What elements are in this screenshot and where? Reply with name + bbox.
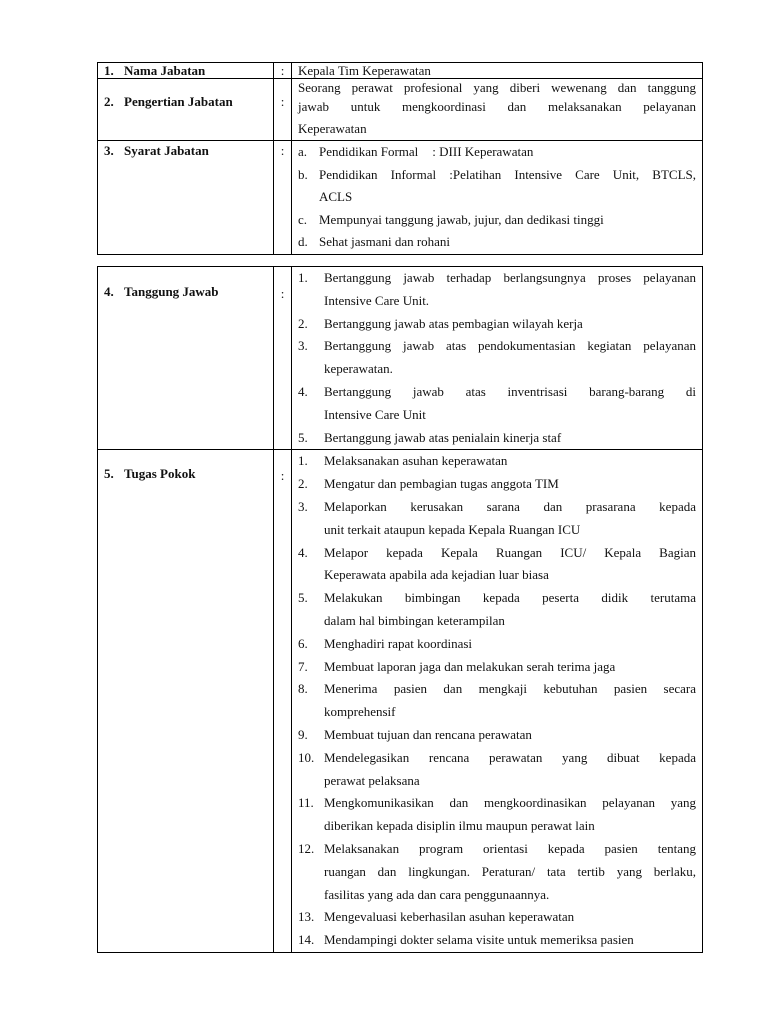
item-marker: c. bbox=[298, 211, 308, 227]
item-line: unit terkait ataupun kepada Kepala Ruangan ICU bbox=[324, 521, 581, 537]
item-line: Membuat laporan jaga dan melakukan serah terima jaga bbox=[324, 658, 616, 674]
row-pengertian-jabatan bbox=[98, 79, 703, 141]
separator-colon: : bbox=[280, 468, 285, 484]
item-line: Melaksanakan asuhan keperawatan bbox=[324, 453, 508, 469]
separator: : bbox=[274, 63, 292, 79]
responsibilities-list bbox=[298, 267, 696, 449]
item-marker: 9. bbox=[298, 726, 308, 742]
item-marker: 11. bbox=[298, 795, 314, 811]
row-label: Tugas Pokok bbox=[124, 466, 196, 482]
list-item bbox=[298, 381, 696, 427]
separator bbox=[274, 267, 292, 450]
item-line: Melapor kepada Kepala Ruangan ICU/ Kepala Bagian bbox=[324, 544, 696, 560]
list-item bbox=[298, 473, 696, 496]
item-marker: a. bbox=[298, 144, 308, 159]
list-item bbox=[298, 427, 696, 450]
list-item bbox=[298, 792, 696, 838]
item-line: Intensive Care Unit. bbox=[324, 292, 430, 308]
item-text: Sehat jasmani dan rohani bbox=[319, 234, 451, 249]
value-line: jawab untuk mengkoordinasi dan melaksanakan pelayanan bbox=[298, 99, 696, 114]
item-text: Mempunyai tanggung jawab, jujur, dan dedikasi tinggi bbox=[319, 211, 604, 227]
responsibilities-cell bbox=[292, 267, 703, 450]
item-line: Bertanggung jawab atas penialain kinerja staf bbox=[324, 429, 562, 445]
item-marker: 14. bbox=[298, 932, 315, 948]
list-item bbox=[298, 929, 696, 952]
label-cell bbox=[98, 450, 274, 953]
item-marker: 4. bbox=[298, 544, 308, 560]
main-duties-cell bbox=[292, 450, 703, 953]
list-item bbox=[298, 747, 696, 793]
item-marker: 1. bbox=[298, 453, 308, 469]
separator-colon: : bbox=[280, 93, 285, 109]
item-line: fasilitas yang ada dan cara penggunaannya. bbox=[324, 886, 550, 902]
item-marker: 13. bbox=[298, 909, 315, 925]
row-tugas-pokok bbox=[98, 450, 703, 953]
list-item bbox=[298, 335, 696, 381]
item-marker: 4. bbox=[298, 383, 308, 399]
job-info-table bbox=[97, 62, 703, 255]
item-detail: : DIII Keperawatan bbox=[432, 144, 534, 159]
row-tanggung-jawab bbox=[98, 267, 703, 450]
list-item bbox=[298, 906, 696, 929]
item-marker: 3. bbox=[298, 338, 308, 354]
item-line: keperawatan. bbox=[324, 361, 393, 377]
item-marker: 5. bbox=[298, 590, 308, 606]
item-line: Melaksanakan program orientasi kepada pasien tentang bbox=[324, 840, 696, 856]
item-marker: 8. bbox=[298, 681, 308, 697]
item-marker: 3. bbox=[298, 498, 308, 514]
separator bbox=[274, 450, 292, 953]
item-line: Membuat tujuan dan rencana perawatan bbox=[324, 726, 532, 742]
label-cell bbox=[98, 63, 274, 79]
list-item bbox=[298, 587, 696, 633]
item-line: Mengevaluasi keberhasilan asuhan keperawatan bbox=[324, 909, 575, 925]
value-line: Keperawatan bbox=[298, 121, 367, 136]
list-item bbox=[298, 267, 696, 313]
row-number: 1. bbox=[104, 63, 114, 78]
row-nama-jabatan bbox=[98, 63, 703, 79]
item-marker: 1. bbox=[298, 270, 308, 285]
list-item bbox=[298, 678, 696, 724]
item-line: perawat pelaksana bbox=[324, 772, 420, 788]
item-line: Melaporkan kerusakan sarana dan prasarana kepada bbox=[324, 498, 696, 514]
item-continuation: ACLS bbox=[319, 189, 353, 204]
item-line: Bertanggung jawab atas pendokumentasian kegiatan pelayanan bbox=[324, 338, 696, 354]
list-item bbox=[298, 656, 696, 679]
value-line: Seorang perawat profesional yang diberi wewenang dan tanggung bbox=[298, 80, 696, 95]
row-syarat-jabatan bbox=[98, 141, 703, 255]
list-item bbox=[298, 209, 696, 232]
row-label: Syarat Jabatan bbox=[124, 143, 209, 158]
item-marker: 10. bbox=[298, 749, 315, 765]
list-item bbox=[298, 450, 696, 473]
list-item bbox=[298, 141, 696, 164]
row-value: Kepala Tim Keperawatan bbox=[292, 63, 703, 79]
item-marker: 6. bbox=[298, 635, 308, 651]
list-item bbox=[298, 496, 696, 542]
list-item bbox=[298, 542, 696, 588]
item-line: Mengatur dan pembagian tugas anggota TIM bbox=[324, 476, 559, 492]
item-line: Bertanggung jawab atas pembagian wilayah kerja bbox=[324, 315, 583, 331]
label-cell bbox=[98, 141, 274, 255]
row-label: Nama Jabatan bbox=[124, 63, 206, 78]
requirements-cell bbox=[292, 141, 703, 255]
row-value bbox=[292, 79, 703, 141]
row-number: 4. bbox=[104, 284, 114, 299]
list-item bbox=[298, 231, 696, 254]
list-item bbox=[298, 164, 696, 209]
item-title: Pendidikan Informal bbox=[319, 166, 437, 182]
separator-colon: : bbox=[280, 286, 285, 301]
row-label: Pengertian Jabatan bbox=[124, 93, 233, 109]
label-cell bbox=[98, 79, 274, 141]
item-marker: b. bbox=[298, 166, 308, 182]
main-duties-list bbox=[298, 450, 696, 952]
item-line: Bertanggung jawab atas inventrisasi barang-barang di bbox=[324, 383, 696, 399]
item-line: Menghadiri rapat koordinasi bbox=[324, 635, 473, 651]
list-item bbox=[298, 838, 696, 906]
list-item bbox=[298, 724, 696, 747]
item-line: Mendelegasikan rencana perawatan yang dibuat kepada bbox=[324, 749, 696, 765]
item-line: dalam hal bimbingan keterampilan bbox=[324, 612, 505, 628]
item-marker: d. bbox=[298, 234, 308, 249]
job-duties-table bbox=[97, 266, 703, 953]
item-line: Melakukan bimbingan kepada peserta didik terutama bbox=[324, 590, 696, 606]
item-marker: 7. bbox=[298, 658, 308, 674]
item-line: Bertanggung jawab terhadap berlangsungnya proses pelayanan bbox=[324, 270, 696, 285]
list-item bbox=[298, 313, 696, 336]
requirements-list bbox=[298, 141, 696, 254]
item-line: Intensive Care Unit bbox=[324, 406, 426, 422]
item-first-line bbox=[319, 164, 696, 187]
item-marker: 2. bbox=[298, 476, 308, 492]
item-detail: :Pelatihan Intensive Care Unit, BTCLS, bbox=[449, 166, 697, 182]
separator bbox=[274, 141, 292, 255]
separator bbox=[274, 79, 292, 141]
item-line: Menerima pasien dan mengkaji kebutuhan pasien secara bbox=[324, 681, 696, 697]
item-line: ruangan dan lingkungan. Peraturan/ tata tertib yang berlaku, bbox=[324, 863, 696, 879]
row-number: 5. bbox=[104, 466, 114, 482]
label-cell bbox=[98, 267, 274, 450]
item-marker: 5. bbox=[298, 429, 308, 445]
item-title: Pendidikan Formal bbox=[319, 144, 419, 159]
item-line: Mendampingi dokter selama visite untuk memeriksa pasien bbox=[324, 932, 634, 948]
item-line: Keperawata apabila ada kejadian luar biasa bbox=[324, 567, 549, 583]
row-label: Tanggung Jawab bbox=[124, 284, 219, 299]
item-marker: 2. bbox=[298, 315, 308, 331]
row-number: 3. bbox=[104, 143, 114, 158]
item-line: komprehensif bbox=[324, 704, 396, 720]
item-marker: 12. bbox=[298, 840, 315, 856]
item-line: Mengkomunikasikan dan mengkoordinasikan pelayanan yang bbox=[324, 795, 696, 811]
row-number: 2. bbox=[104, 93, 114, 109]
separator-colon: : bbox=[280, 143, 285, 158]
item-line: diberikan kepada disiplin ilmu maupun perawat lain bbox=[324, 818, 595, 834]
list-item bbox=[298, 633, 696, 656]
